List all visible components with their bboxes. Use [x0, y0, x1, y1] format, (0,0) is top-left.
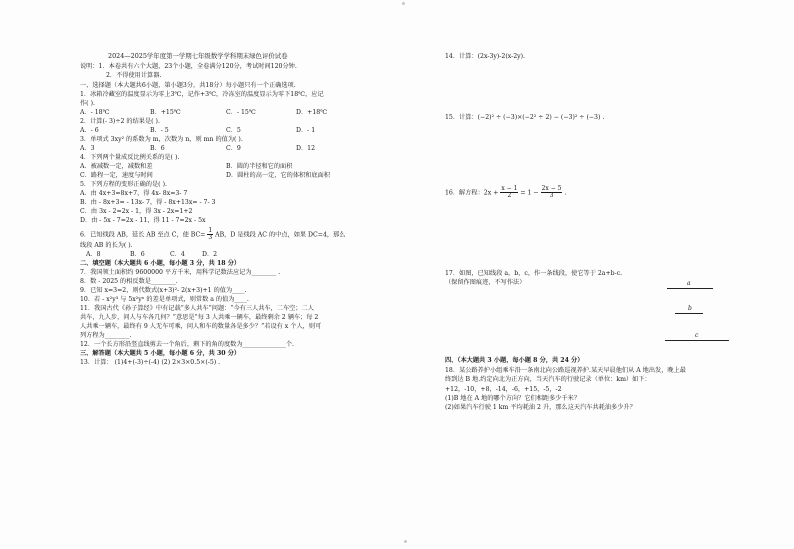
- question-6-option-c: C．4: [170, 251, 185, 258]
- question-5-option-c: C．由 3x - 2=2x - 1，得 3x - 2x=1+2: [80, 208, 193, 215]
- instructions-line-1: 说明：1．本卷共有六个大题，23个小题，全卷满分120分，考试时间120分钟.: [80, 63, 297, 70]
- fraction-numerator: x − 1: [501, 185, 518, 192]
- question-1-option-a: A．- 18℃: [80, 109, 110, 116]
- question-5-option-d: D．由 - 5x - 7=2x - 11，得 11 - 7=2x - 5x: [80, 217, 206, 224]
- segment-c-label: c: [695, 332, 699, 339]
- question-2-option-d: D．- 1: [296, 127, 316, 134]
- question-3-option-d: D．12: [296, 145, 316, 152]
- question-11-line-4: 列方程为________.: [80, 332, 132, 339]
- question-4-option-c: C．路程一定，速度与时间: [80, 172, 153, 179]
- segment-a-label: a: [687, 280, 691, 287]
- question-18-line-3: +12，-10，+8，-14，-6，+15，-5，-2: [445, 386, 562, 393]
- question-4-option-d: D．圆柱的高一定，它的体积和底面积: [226, 172, 330, 179]
- question-1-option-d: D．+18℃: [296, 109, 328, 116]
- right-column: [445, 0, 745, 549]
- question-8: 8．数 - 2025 的相反数是________.: [80, 278, 178, 285]
- question-17-line-1: 17．如图，已知线段 a，b，c，作一条线段，使它等于 2a+b-c.: [445, 270, 623, 277]
- question-5-option-a: A．由 4x+3=8x+7，得 4x- 8x=3- 7: [80, 190, 188, 197]
- question-1-stem: 1．冰箱冷藏室的温度显示为零上3℃，记作+3℃，冷冻室的温度显示为零下18℃，应记: [80, 91, 324, 98]
- fraction-numerator: 1: [208, 227, 213, 234]
- question-11-line-2: 共车，九人步，问人与车各几何？”意思是“每 3 人共乘一辆车，最终剩余 2 辆车；每 2: [80, 314, 319, 321]
- question-16: [445, 186, 566, 200]
- question-9: 9．已知 x=3=2，则代数式(x+3)²- 2(x+3)+1 的值为____.: [80, 287, 247, 294]
- fraction-one-third: [207, 228, 213, 242]
- segment-b: [675, 313, 703, 314]
- question-13: 13．计算： (1)4+(-3)÷(-4) (2) 2×3×0.5×(-5) .: [80, 359, 221, 366]
- question-6-option-a: A．8: [86, 251, 101, 258]
- question-18-line-5: (2)如果汽车行驶 1 km 平均耗油 2 升，那么这天汽车共耗油多少升？: [445, 404, 636, 411]
- question-10: 10．若 - x²y³ 与 5x²yⁿ 的差是单项式，则常数 a 的值为____.: [80, 296, 249, 303]
- question-18-line-2: 终到达 B 地.约定向北为正方向，当天汽车的行驶记录（单位：km）如下：: [445, 376, 651, 383]
- question-6-option-d: D．2: [202, 251, 218, 258]
- question-4-option-b: B．圆的半径和它的面积: [226, 163, 293, 170]
- scan-speck: [404, 540, 407, 543]
- question-3-option-c: C．9: [226, 145, 241, 152]
- question-6-stem-part-a: 6．已知线段 AB，延长 AB 至点 C，使 BC=: [80, 231, 206, 239]
- question-5-option-b: B．由 - 8x+3= - 13x- 7，得 - 8x+13x= - 7- 3: [80, 199, 216, 206]
- question-3-stem: 3．单项式 3xy² 的系数为 m，次数为 n，则 mn 的值为( ).: [80, 136, 243, 143]
- question-11-line-3: 人共乘一辆车，最终有 9 人无车可乘，问人和车的数量各是多少？”若设有 x 个人，则可: [80, 323, 322, 330]
- section-1-heading: 一、选择题（本大题共6小题，第小题3分，共18分）每小题只有一个正确选项.: [80, 82, 296, 89]
- fraction-denominator: 2: [507, 192, 512, 200]
- question-11-line-1: 11．我国古代《孙子算经》中有记载“多人共车”问题：“今有三人共车，二车空；二人: [80, 305, 314, 312]
- fraction-2x-minus-5-over-3: [541, 186, 563, 200]
- question-12: 12．一个长方形沿竖直线剪去一个角后，剩下的角的度数为______________个.: [80, 341, 295, 348]
- fraction-numerator: 2x − 5: [541, 185, 562, 192]
- segment-c: [665, 340, 729, 341]
- question-16-prefix: 16．解方程：2x +: [445, 189, 499, 197]
- question-3-option-b: B．6: [150, 145, 165, 152]
- scan-speck: [402, 2, 405, 5]
- question-15: 15．计算：(−2)² ÷ (−3)×(−2² ÷ 2) − (−3)² ÷ (−3) .: [445, 114, 605, 121]
- fraction-denominator: 3: [549, 192, 554, 200]
- question-5-stem: 5．下列方程的变形正确的是( ).: [80, 181, 167, 188]
- question-1-option-b: B．+15℃: [150, 109, 181, 116]
- segment-a: [667, 288, 713, 289]
- question-18-line-1: 18．某公路养护小组乘车沿一条南北向公路巡视养护.某天早晨他们从 A 地出发，晚上最: [445, 367, 686, 374]
- section-2-heading: 二、填空题（本大题共 6 小题，每小题 3 分，共 18 分）: [80, 260, 241, 267]
- question-17-line-2: （保留作图痕迹，不写作法）: [445, 279, 526, 286]
- question-1-stem-cont: 作( ).: [80, 100, 95, 107]
- question-4-stem: 4．下列两个量成反比例关系的是( ).: [80, 154, 180, 161]
- question-3-option-a: A．3: [80, 145, 95, 152]
- question-6-stem: [80, 228, 345, 242]
- question-2-option-a: A．- 6: [80, 127, 99, 134]
- question-2-option-c: C．5: [226, 127, 241, 134]
- section-4-heading: 四、（本大题共 3 小题，每小题 8 分，共 24 分）: [445, 357, 584, 364]
- question-6-option-b: B．6: [130, 251, 145, 258]
- question-14: 14．计算：(2x-3y)-2(x-2y).: [445, 53, 526, 60]
- section-3-heading: 三、解答题（本大题共 5 小题，每小题 6 分，共 30 分）: [80, 350, 241, 357]
- instructions-line-2: 2．不得使用计算器.: [106, 72, 162, 79]
- question-6-stem-cont: 线段 AB 的长为( ).: [80, 242, 133, 249]
- question-16-middle: = 1 −: [520, 189, 539, 197]
- exam-title: 2024—2025学年度第一学期七年级数学学科期末绿色评价试卷: [108, 52, 288, 60]
- fraction-x-minus-1-over-2: [500, 186, 518, 200]
- question-6-stem-part-b: AB，D 是线段 AC 的中点，如果 DC=4，那么: [215, 231, 346, 239]
- question-2-option-b: B．- 5: [150, 127, 169, 134]
- question-2-stem: 2．计算(- 3)÷2 的结果是( ).: [80, 118, 160, 125]
- question-16-suffix: .: [564, 189, 567, 197]
- fraction-denominator: 3: [208, 234, 213, 242]
- left-column: [78, 0, 398, 549]
- question-18-line-4: (1)B 地在 A 地的哪个方向？它们相距多少千米？: [445, 395, 581, 402]
- question-7: 7．我国领土面积约 9600000 平方千米，用科学记数法应记为________ .: [80, 269, 281, 276]
- segment-b-label: b: [688, 305, 692, 312]
- question-1-option-c: C．- 15℃: [226, 109, 256, 116]
- question-4-option-a: A．被减数一定，减数和差: [80, 163, 153, 170]
